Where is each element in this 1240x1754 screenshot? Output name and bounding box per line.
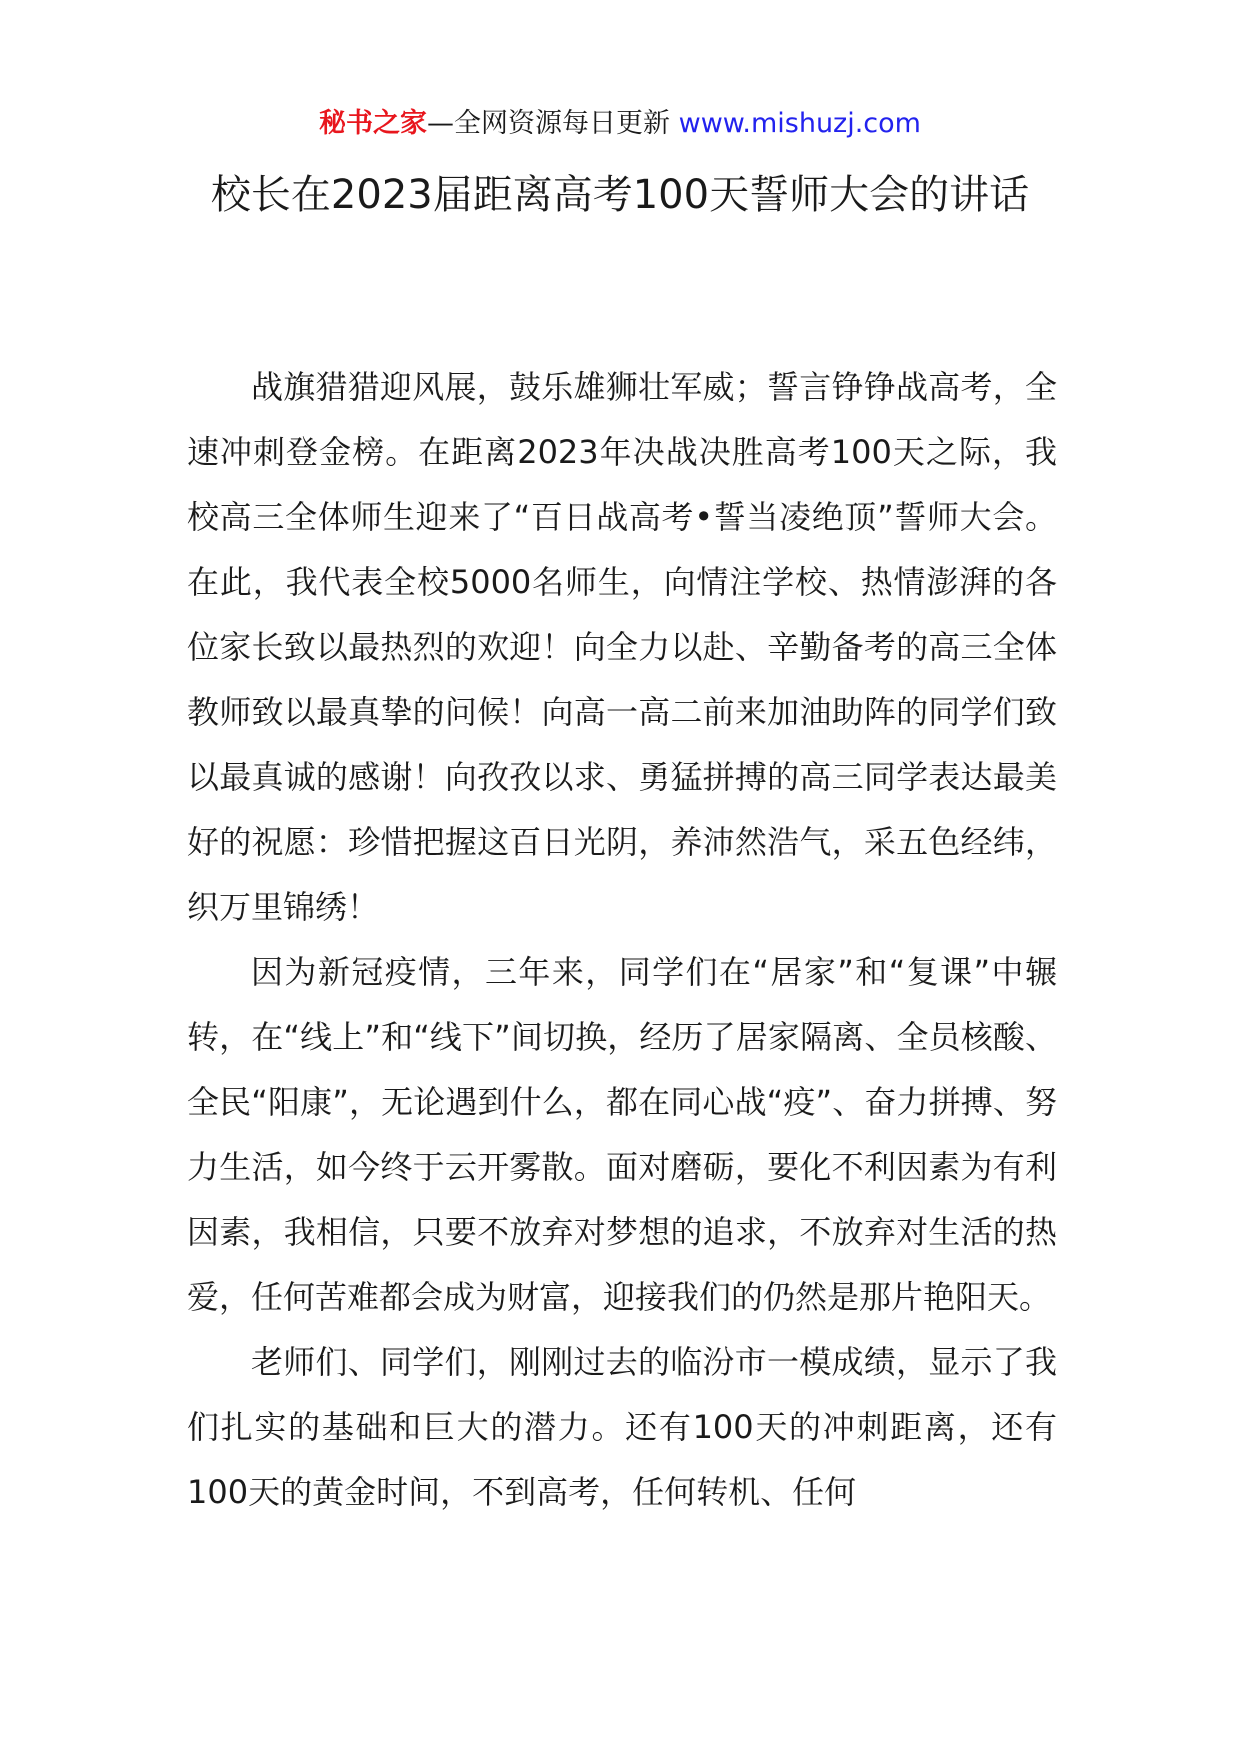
paragraph: 因为新冠疫情，三年来，同学们在“居家”和“复课”中辗转，在“线上”和“线下”间切换，经历了居家隔离、全员核酸、全民“阳康”，无论遇到什么，都在同心战“疫”、奋力拼搏、努力生活，如今终于云开雾散。面对磨砺，要化不利因素为有利因素，我相信，只要不放弃对梦想的追求，不放弃对生活的热爱，任何苦难都会成为财富，迎接我们的仍然是那片艳阳天。 [187,953,1057,1316]
page-header [0,104,1240,144]
paragraph: 老师们、同学们，刚刚过去的临汾市一模成绩，显示了我们扎实的基础和巨大的潜力。还有100天的冲刺距离，还有100天的黄金时间，不到高考，任何转机、任何 [187,1343,1057,1511]
document-title: 校长在2023届距离高考100天誓师大会的讲话 [210,172,1030,218]
document-body [187,355,1057,1525]
brand-name: 秘书之家 [319,108,428,139]
header-tagline: —全网资源每日更新 [427,108,679,139]
website-link[interactable]: www.mishuzj.com [678,108,921,139]
paragraph: 战旗猎猎迎风展，鼓乐雄狮壮军威；誓言铮铮战高考，全速冲刺登金榜。在距离2023年决战决胜高考100天之际，我校高三全体师生迎来了“百日战高考•誓当凌绝顶”誓师大会。在此，我代表全校5000名师生，向情注学校、热情澎湃的各位家长致以最热烈的欢迎！向全力以赴、辛勤备考的高三全体教师致以最真挚的问候！向高一高二前来加油助阵的同学们致以最真诚的感谢！向孜孜以求、勇猛拼搏的高三同学表达最美好的祝愿：珍惜把握这百日光阴，养沛然浩气，采五色经纬，织万里锦绣！ [187,368,1057,926]
